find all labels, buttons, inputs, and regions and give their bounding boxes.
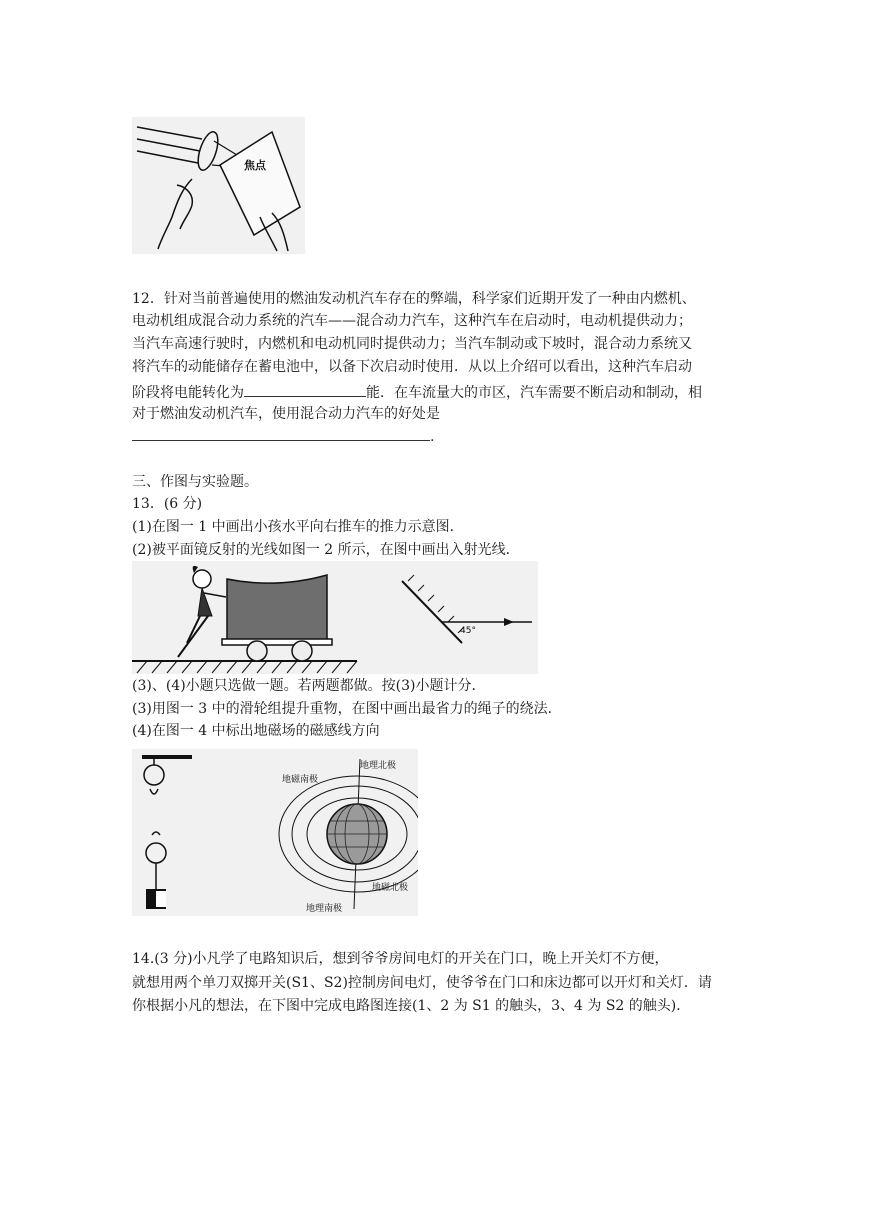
pulley-earth-figure bbox=[132, 749, 418, 916]
q12-line-5-end: 能．在车流量大的市区，汽车需要不断启动和制动，相 bbox=[366, 385, 702, 401]
q12-line-7 bbox=[132, 424, 434, 448]
focus-label: 焦点 bbox=[244, 159, 266, 172]
push-cart-mirror-drawing bbox=[132, 561, 538, 674]
q13-choice-note: (3)、(4)小题只选做一题。若两题都做。按(3)小题计分． bbox=[132, 678, 486, 694]
q12-period: . bbox=[430, 429, 435, 445]
q14-line-1: 14.(3 分)小凡学了电路知识后，想到爷爷房间电灯的开关在门口，晚上开关灯不方便， bbox=[132, 951, 669, 967]
q12-line-4: 将汽车的动能储存在蓄电池中，以备下次启动时使用．从以上介绍可以看出，这种汽车启动 bbox=[132, 359, 692, 375]
geo-south-label: 地理南极 bbox=[306, 904, 343, 914]
q12-line-5-start: 阶段将电能转化为 bbox=[132, 385, 244, 401]
q13-part-1: (1)在图一 1 中画出小孩水平向右推车的推力示意图． bbox=[132, 519, 464, 535]
answer-blank-benefit[interactable] bbox=[132, 424, 430, 441]
q12-line-1: 12．针对当前普遍使用的燃油发动机汽车存在的弊端，科学家们近期开发了一种由内燃机、 bbox=[132, 291, 696, 307]
mag-south-label: 地磁南极 bbox=[282, 775, 319, 785]
geo-north-label: 地理北极 bbox=[360, 761, 397, 771]
q13-part-2: (2)被平面镜反射的光线如图一 2 所示，在图中画出入射光线． bbox=[132, 542, 520, 558]
push-cart-mirror-figure bbox=[132, 561, 538, 674]
q12-line-2: 电动机组成混合动力系统的汽车——混合动力汽车，这种汽车在启动时，电动机提供动力； bbox=[132, 313, 692, 329]
q13-part-3: (3)用图一 3 中的滑轮组提升重物，在图中画出最省力的绳子的绕法． bbox=[132, 701, 562, 717]
q13-heading: 13．(6 分) bbox=[132, 496, 203, 512]
mag-north-label: 地磁北极 bbox=[372, 883, 409, 893]
q12-line-5 bbox=[132, 380, 702, 404]
section-heading: 三、作图与实验题。 bbox=[132, 474, 258, 490]
q12-line-3: 当汽车高速行驶时，内燃机和电动机同时提供动力；当汽车制动或下坡时，混合动力系统又 bbox=[132, 336, 692, 352]
lens-focus-figure bbox=[132, 117, 305, 254]
q13-part-4: (4)在图一 4 中标出地磁场的磁感线方向 bbox=[132, 723, 380, 739]
pulley-earth-drawing bbox=[132, 749, 418, 916]
q12-line-6: 对于燃油发动机汽车，使用混合动力汽车的好处是 bbox=[132, 406, 440, 422]
answer-blank-energy[interactable] bbox=[244, 380, 366, 397]
q14-line-2: 就想用两个单刀双掷开关(S1、S2)控制房间电灯，使爷爷在门口和床边都可以开灯和关灯．请 bbox=[132, 975, 712, 991]
q14-line-3: 你根据小凡的想法，在下图中完成电路图连接(1、2 为 S1 的触头，3、4 为 S2 的触头)． bbox=[132, 998, 691, 1014]
lens-focus-drawing bbox=[132, 117, 305, 254]
angle-label: 45° bbox=[460, 626, 476, 636]
